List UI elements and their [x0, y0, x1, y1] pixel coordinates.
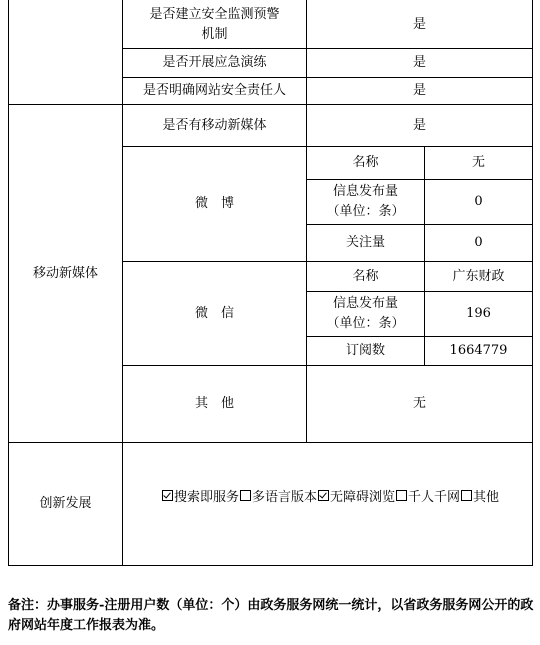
weibo-follow-label: 关注量: [345, 235, 385, 250]
wechat-name-label: 名称: [352, 268, 379, 284]
wechat-subs-label: 订阅数: [345, 343, 385, 358]
other-label: 其 他: [194, 396, 234, 411]
weibo-name-value: 无: [471, 155, 485, 170]
wechat-posts-value: 196: [466, 306, 491, 321]
monitoring-label: 是否建立安全监测预警 机制: [149, 7, 280, 42]
drill-value: 是: [412, 55, 426, 70]
checkbox-empty-icon[interactable]: [240, 490, 251, 501]
checkbox-checked-icon[interactable]: [318, 490, 329, 501]
footnote: 备注：办事服务-注册用户数（单位：个）由政务服务网统一统计，以省政务服务网公开的政府网站年度工作报表为准。: [8, 598, 534, 633]
weibo-label: 微 博: [194, 196, 234, 211]
mobile-section-label: 移动新媒体: [32, 265, 98, 281]
wechat-label: 微 信: [194, 305, 234, 321]
checkbox-checked-icon[interactable]: [162, 490, 173, 501]
option-multilingual[interactable]: 多语言版本: [239, 486, 317, 505]
option-personalized[interactable]: 千人千网: [395, 486, 460, 505]
wechat-name-value: 广东财政: [452, 268, 505, 284]
wechat-posts-label: 信息发布量 （单位：条）: [326, 296, 405, 331]
other-value: 无: [412, 396, 426, 411]
option-accessibility[interactable]: 无障碍浏览: [317, 486, 395, 505]
weibo-posts-label: 信息发布量 （单位：条）: [326, 184, 405, 219]
innovation-label: 创新发展: [39, 496, 92, 511]
monitoring-value: 是: [412, 17, 426, 32]
weibo-posts-value: 0: [474, 194, 483, 209]
weibo-follow-value: 0: [474, 235, 483, 250]
has-mobile-value: 是: [412, 117, 426, 133]
has-mobile-label: 是否有移动新媒体: [162, 117, 267, 133]
checkbox-empty-icon[interactable]: [461, 490, 472, 501]
wechat-subs-value: 1664779: [449, 343, 508, 358]
option-search-as-service[interactable]: 搜索即服务: [161, 486, 239, 505]
responsible-value: 是: [412, 83, 426, 98]
option-other[interactable]: 其他: [460, 486, 499, 505]
responsible-label: 是否明确网站安全责任人: [142, 83, 286, 98]
innovation-options: [124, 484, 536, 506]
checkbox-empty-icon[interactable]: [396, 490, 407, 501]
drill-label: 是否开展应急演练: [162, 55, 267, 70]
weibo-name-label: 名称: [352, 155, 379, 170]
